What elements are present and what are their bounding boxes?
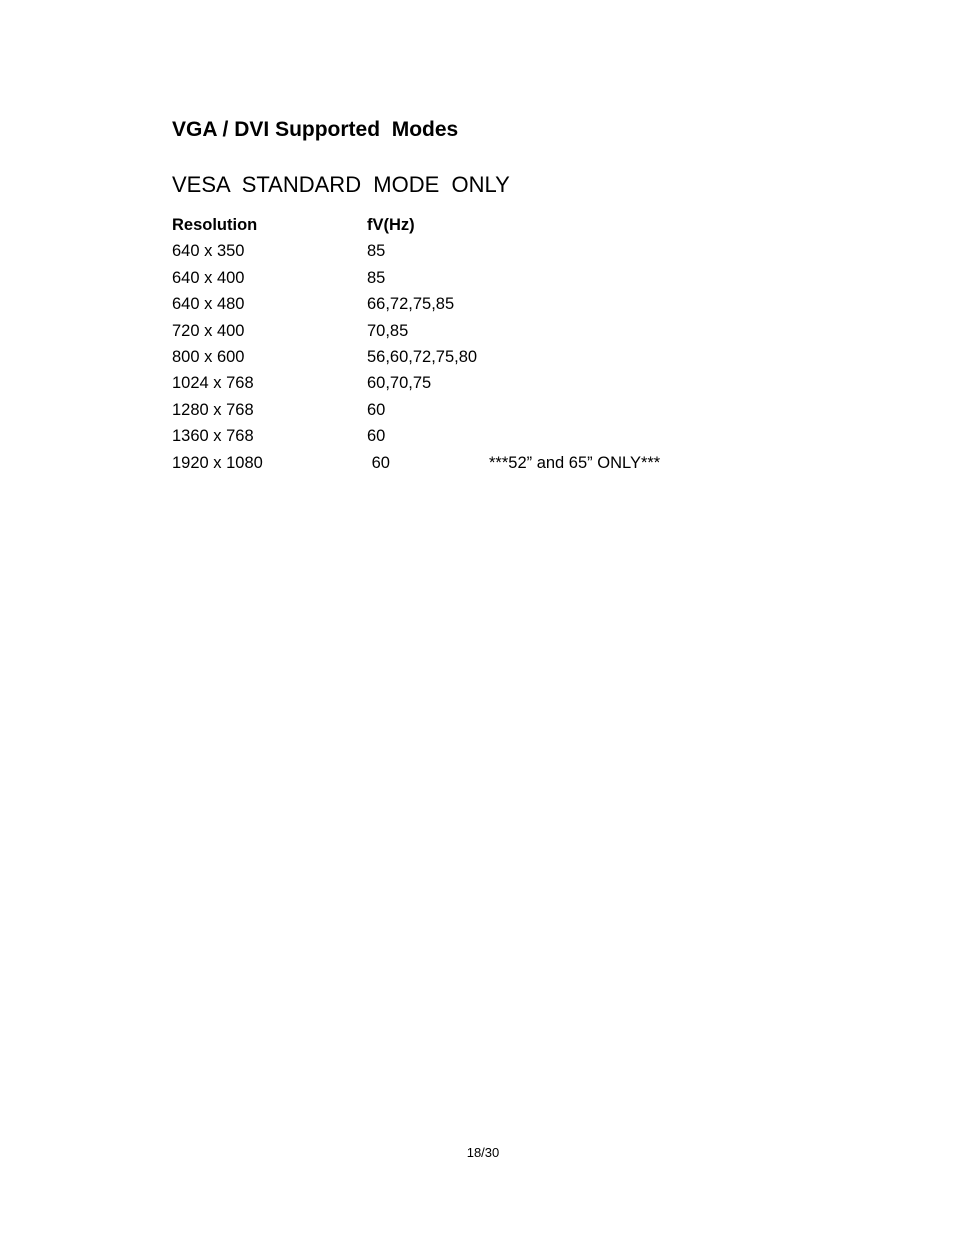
cell-fv: 85 — [367, 242, 386, 261]
header-resolution: Resolution — [172, 216, 258, 234]
table-row — [172, 267, 772, 293]
cell-fv: 60,70,75 — [367, 374, 432, 393]
page-number: 18/30 — [466, 1145, 500, 1160]
cell-resolution: 1360 x 768 — [172, 427, 254, 446]
page-title: VGA / DVI Supported Modes — [172, 118, 459, 141]
table-row — [172, 240, 772, 266]
table-row — [172, 372, 772, 398]
header-fv: fV(Hz) — [367, 216, 415, 234]
table-row — [172, 425, 772, 451]
table-row — [172, 346, 772, 372]
table-row — [172, 399, 772, 425]
cell-resolution: 1280 x 768 — [172, 400, 254, 419]
cell-note: ***52” and 65” ONLY*** — [489, 453, 661, 472]
cell-resolution: 800 x 600 — [172, 347, 245, 366]
cell-resolution: 1024 x 768 — [172, 374, 254, 393]
table-row — [172, 452, 772, 478]
table-row — [172, 293, 772, 319]
cell-fv: 66,72,75,85 — [367, 295, 455, 314]
cell-resolution: 640 x 480 — [172, 295, 245, 314]
cell-resolution: 640 x 400 — [172, 268, 245, 287]
table-header-row — [172, 214, 772, 240]
cell-fv: 60 — [367, 400, 386, 419]
supported-modes-table — [172, 214, 772, 478]
cell-resolution: 640 x 350 — [172, 242, 245, 261]
cell-fv: 56,60,72,75,80 — [367, 347, 478, 366]
cell-resolution: 1920 x 1080 — [172, 453, 263, 472]
cell-resolution: 720 x 400 — [172, 321, 245, 340]
cell-fv: 70,85 — [367, 321, 409, 340]
cell-fv: 60 — [367, 453, 390, 472]
cell-fv: 60 — [367, 427, 386, 446]
cell-fv: 85 — [367, 268, 386, 287]
table-row — [172, 320, 772, 346]
page-subtitle: VESA STANDARD MODE ONLY — [172, 172, 510, 197]
